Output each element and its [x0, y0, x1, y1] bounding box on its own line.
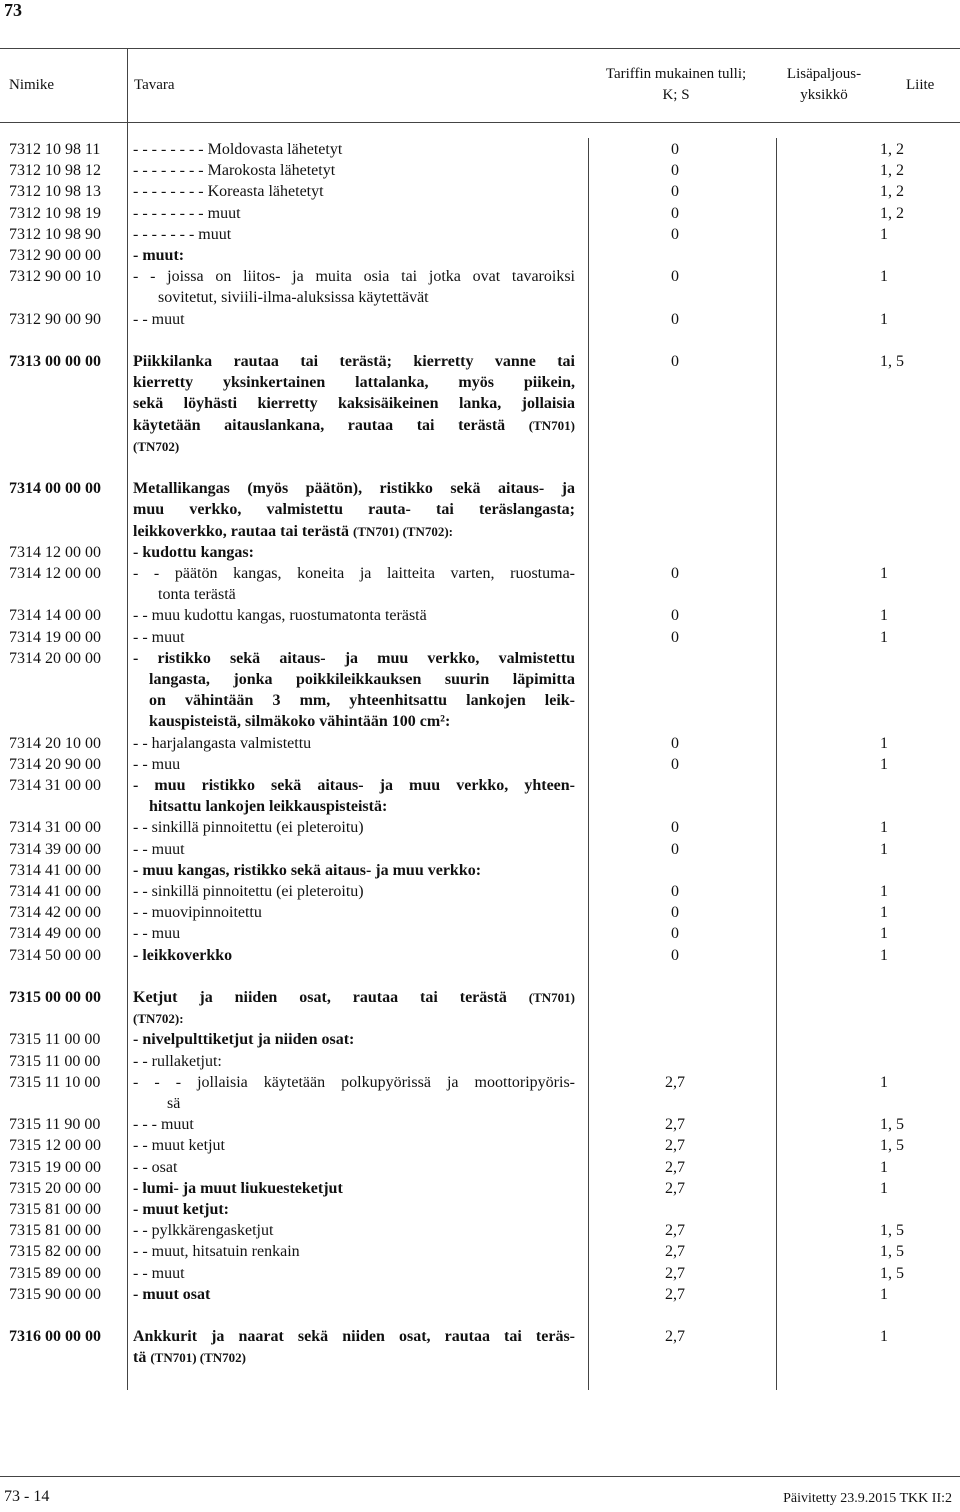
row-attachment: 1, 5 — [880, 1243, 904, 1261]
row-duty: 2,7 — [665, 1116, 685, 1134]
row-description: - - - jollaisia käytetään polkupyörissä ja moottoripyöris- sä — [133, 1073, 575, 1112]
footer-updated: Päivitetty 23.9.2015 TKK II:2 — [783, 1491, 952, 1506]
row-description: - - muu kudottu kangas, ruostumatonta terästä — [133, 607, 427, 625]
footer-rule — [0, 1476, 960, 1477]
row-code: 7314 31 00 00 — [9, 777, 101, 794]
header-lisa-line1: Lisäpaljous- — [786, 66, 862, 82]
row-code: 7315 19 00 00 — [9, 1158, 101, 1176]
row-duty: 0 — [671, 819, 679, 837]
row-attachment: 1 — [880, 755, 888, 773]
row-attachment: 1 — [880, 1158, 888, 1176]
row-description: - - - - - - - - Moldovasta lähetetyt — [133, 141, 343, 158]
row-description: - muut: — [133, 247, 185, 264]
row-duty: 2,7 — [665, 1264, 685, 1282]
row-description: - - sinkillä pinnoitettu (ei pleteroitu) — [133, 819, 364, 837]
chapter-number: 73 — [4, 0, 22, 20]
row-attachment: 1 — [880, 565, 888, 582]
row-description: - - muu — [133, 925, 181, 943]
row-attachment: 1 — [880, 310, 888, 328]
row-description: Ankkurit ja naarat sekä niiden osat, rautaa tai teräs- tä (TN701) (TN702) — [133, 1328, 575, 1367]
row-description: - - muut, hitsatuin renkain — [133, 1243, 300, 1261]
row-description: - - joissa on liitos- ja muita osia tai jotka ovat tavaroiksi sovitetut, siviili-ilma-aluksissa käytettävät — [133, 268, 575, 307]
row-duty: 2,7 — [665, 1243, 685, 1261]
row-description: - - muovipinnoitettu — [133, 904, 262, 922]
row-description: - - muut — [133, 1264, 185, 1282]
row-code: 7314 41 00 00 — [9, 861, 101, 879]
row-code: 7316 00 00 00 — [9, 1328, 101, 1346]
row-duty: 2,7 — [665, 1285, 685, 1303]
row-attachment: 1, 2 — [880, 141, 904, 158]
row-description: - - päätön kangas, koneita ja laitteita varten, ruostuma- tonta terästä — [133, 565, 575, 604]
row-description: - muut osat — [133, 1285, 211, 1303]
header-tavara: Tavara — [134, 77, 175, 93]
header-tulli-line2: K; S — [662, 87, 690, 103]
row-attachment: 1 — [880, 1073, 888, 1091]
row-code: 7312 90 00 10 — [9, 268, 101, 286]
row-code: 7312 90 00 90 — [9, 310, 101, 328]
footer-page-number: 73 - 14 — [4, 1488, 50, 1505]
row-code: 7312 10 98 12 — [9, 162, 101, 180]
row-code: 7315 81 00 00 — [9, 1201, 101, 1218]
row-description: - leikkoverkko — [133, 946, 233, 964]
row-duty: 2,7 — [665, 1328, 685, 1346]
row-attachment: 1, 5 — [880, 1137, 904, 1155]
row-duty: 0 — [671, 225, 679, 243]
row-attachment: 1 — [880, 1179, 888, 1197]
row-duty: 0 — [671, 565, 679, 582]
row-code: 7314 00 00 00 — [9, 480, 101, 498]
row-duty: 0 — [671, 183, 679, 201]
row-attachment: 1, 5 — [880, 353, 904, 370]
row-description: Ketjut ja niiden osat, rautaa tai terästä (TN701) (TN702): — [133, 989, 575, 1027]
row-duty: 0 — [671, 755, 679, 773]
row-code: 7315 20 00 00 — [9, 1179, 101, 1197]
row-code: 7315 81 00 00 — [9, 1222, 101, 1240]
row-attachment: 1 — [880, 607, 888, 625]
row-code: 7314 31 00 00 — [9, 819, 101, 837]
row-code: 7315 11 90 00 — [9, 1116, 101, 1134]
row-duty: 0 — [671, 734, 679, 752]
row-code: 7314 20 00 00 — [9, 649, 101, 667]
row-description: - - - - - - - muut — [133, 225, 232, 243]
row-attachment: 1 — [880, 268, 888, 286]
row-attachment: 1 — [880, 904, 888, 922]
row-duty: 0 — [671, 904, 679, 922]
header-top-rule — [0, 48, 960, 49]
row-code: 7314 42 00 00 — [9, 904, 101, 922]
row-description: - - pylkkärengasketjut — [133, 1222, 274, 1240]
row-attachment: 1, 5 — [880, 1222, 904, 1240]
row-description: - - - muut — [133, 1116, 194, 1134]
row-code: 7314 19 00 00 — [9, 628, 101, 646]
row-duty: 0 — [671, 946, 679, 964]
row-attachment: 1, 2 — [880, 204, 904, 222]
row-duty: 0 — [671, 310, 679, 328]
row-code: 7314 50 00 00 — [9, 946, 101, 964]
row-description: - - muut — [133, 840, 185, 858]
row-description: Metallikangas (myös päätön), ristikko sekä aitaus- ja muu verkko, valmistettu rauta- tai teräslangasta; leikkoverkko, rautaa tai terästä (TN701) (TN702): — [133, 480, 575, 540]
row-duty: 0 — [671, 607, 679, 625]
row-code: 7312 10 98 19 — [9, 204, 101, 222]
row-description: - - muut ketjut — [133, 1137, 225, 1155]
header-bottom-rule — [0, 122, 960, 123]
row-description: - ristikko sekä aitaus- ja muu verkko, valmistettu langasta, jonka poikkileikkauksen suurin läpimitta on vähintään 3 mm, yhteenhitsattu lankojen leik- kauspisteistä, silmäkoko vähintään 100 cm²: — [133, 649, 575, 731]
row-code: 7312 90 00 00 — [9, 247, 101, 264]
row-code: 7315 82 00 00 — [9, 1243, 101, 1261]
row-code: 7315 11 10 00 — [9, 1073, 101, 1091]
row-duty: 2,7 — [665, 1137, 685, 1155]
row-code: 7314 12 00 00 — [9, 543, 101, 561]
row-description: - - harjalangasta valmistettu — [133, 734, 312, 752]
row-description: - muu ristikko sekä aitaus- ja muu verkko, yhteen- hitsattu lankojen leikkauspisteistä: — [133, 777, 575, 816]
row-description: - - rullaketjut: — [133, 1052, 222, 1070]
row-code: 7315 11 00 00 — [9, 1052, 101, 1070]
row-description: Piikkilanka rautaa tai terästä; kierretty vanne tai kierretty yksinkertainen lattalanka, myös piikein, sekä löyhästi kierretty kaksisäikeinen lanka, jollaisia käytetään aitauslankana, rautaa tai terästä (TN701) (TN702) — [133, 353, 575, 454]
row-code: 7314 39 00 00 — [9, 840, 101, 858]
row-attachment: 1, 5 — [880, 1264, 904, 1282]
row-attachment: 1 — [880, 819, 888, 837]
row-duty: 0 — [671, 883, 679, 900]
row-code: 7313 00 00 00 — [9, 353, 101, 370]
row-attachment: 1 — [880, 734, 888, 752]
row-code: 7312 10 98 11 — [9, 141, 101, 158]
row-attachment: 1 — [880, 925, 888, 943]
row-code: 7312 10 98 90 — [9, 225, 101, 243]
row-description: - muut ketjut: — [133, 1201, 229, 1218]
row-description: - - - - - - - - Marokosta lähetetyt — [133, 162, 336, 180]
row-code: 7314 14 00 00 — [9, 607, 101, 625]
row-description: - - muu — [133, 755, 181, 773]
row-duty: 0 — [671, 141, 679, 158]
row-code: 7314 49 00 00 — [9, 925, 101, 943]
column-divider-code — [127, 48, 128, 1390]
row-description: - - muut — [133, 628, 185, 646]
row-code: 7314 20 90 00 — [9, 755, 101, 773]
row-code: 7314 20 10 00 — [9, 734, 101, 752]
row-duty: 0 — [671, 204, 679, 222]
row-duty: 2,7 — [665, 1073, 685, 1091]
row-duty: 0 — [671, 268, 679, 286]
row-duty: 0 — [671, 840, 679, 858]
row-description: - nivelpulttiketjut ja niiden osat: — [133, 1031, 355, 1049]
row-description: - - muut — [133, 310, 185, 328]
row-code: 7315 12 00 00 — [9, 1137, 101, 1155]
row-attachment: 1 — [880, 1328, 888, 1346]
row-attachment: 1 — [880, 1285, 888, 1303]
column-divider-unit — [776, 138, 777, 1390]
row-description: - muu kangas, ristikko sekä aitaus- ja muu verkko: — [133, 861, 482, 879]
row-description: - lumi- ja muut liukuesteketjut — [133, 1179, 343, 1197]
header-tulli — [596, 64, 756, 106]
row-duty: 0 — [671, 353, 679, 370]
row-description: - - osat — [133, 1158, 178, 1176]
column-divider-duty — [588, 138, 589, 1390]
row-attachment: 1, 2 — [880, 162, 904, 180]
row-attachment: 1 — [880, 225, 888, 243]
row-duty: 2,7 — [665, 1222, 685, 1240]
row-description: - - - - - - - - muut — [133, 204, 241, 222]
row-code: 7314 12 00 00 — [9, 565, 101, 582]
row-duty: 2,7 — [665, 1179, 685, 1197]
header-lisa-line2: yksikkö — [800, 87, 848, 103]
row-code: 7315 11 00 00 — [9, 1031, 101, 1049]
row-duty: 2,7 — [665, 1158, 685, 1176]
row-attachment: 1 — [880, 883, 888, 900]
row-attachment: 1 — [880, 628, 888, 646]
row-description: - - - - - - - - Koreasta lähetetyt — [133, 183, 324, 201]
row-duty: 0 — [671, 628, 679, 646]
row-duty: 0 — [671, 925, 679, 943]
header-liite: Liite — [906, 77, 935, 93]
row-attachment: 1 — [880, 840, 888, 858]
row-attachment: 1 — [880, 946, 888, 964]
row-code: 7315 00 00 00 — [9, 989, 101, 1006]
row-code: 7314 41 00 00 — [9, 883, 101, 900]
row-duty: 0 — [671, 162, 679, 180]
header-nimike: Nimike — [9, 77, 54, 93]
header-lisapaljous — [772, 64, 876, 106]
header-tulli-line1: Tariffin mukainen tulli; — [605, 66, 747, 82]
row-description: - - sinkillä pinnoitettu (ei pleteroitu) — [133, 883, 364, 900]
row-code: 7315 89 00 00 — [9, 1264, 101, 1282]
row-description: - kudottu kangas: — [133, 543, 254, 561]
row-attachment: 1, 5 — [880, 1116, 904, 1134]
row-code: 7315 90 00 00 — [9, 1285, 101, 1303]
row-attachment: 1, 2 — [880, 183, 904, 201]
row-code: 7312 10 98 13 — [9, 183, 101, 201]
